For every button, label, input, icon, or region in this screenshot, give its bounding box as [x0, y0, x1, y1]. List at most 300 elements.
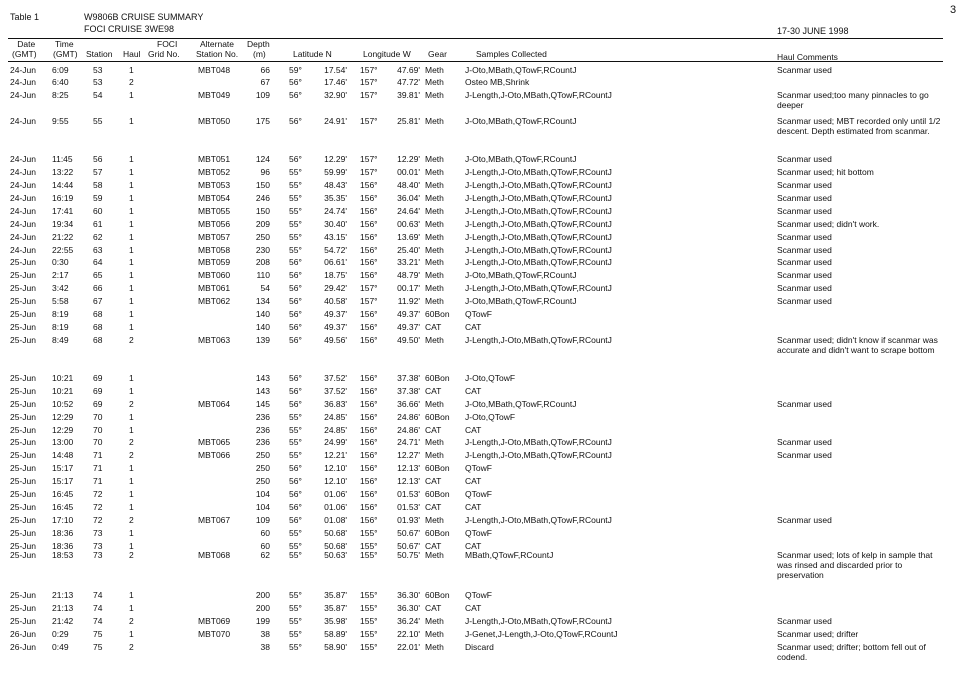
cell-alt: MBT059 — [198, 257, 231, 267]
cell-haul: 1 — [129, 309, 134, 319]
cell-station: 55 — [93, 116, 103, 126]
cell-lond: 156° — [360, 206, 378, 216]
cell-date: 24-Jun — [10, 245, 36, 255]
cell-depth: 150 — [255, 206, 270, 216]
cell-latd: 55° — [289, 603, 302, 613]
cell-lond: 157° — [360, 90, 378, 100]
cell-latd: 56° — [289, 116, 302, 126]
cell-samples: J-Length,J-Oto,MBath,QTowF,RCountJ — [465, 206, 612, 216]
cell-latd: 56° — [289, 515, 302, 525]
cell-comment: Scanmar used — [777, 450, 832, 460]
cell-comment: Scanmar used — [777, 283, 832, 293]
col-longitude: Longitude W — [363, 49, 411, 59]
cell-date: 25-Jun — [10, 373, 36, 383]
cell-date: 25-Jun — [10, 476, 36, 486]
cell-lond: 155° — [360, 629, 378, 639]
cell-gear: Meth — [425, 550, 444, 560]
cell-station: 69 — [93, 386, 103, 396]
cell-lond: 156° — [360, 180, 378, 190]
cell-gear: Meth — [425, 206, 444, 216]
cell-date: 25-Jun — [10, 335, 36, 345]
cell-latd: 56° — [289, 257, 302, 267]
cell-samples: J-Length,J-Oto,MBath,QTowF,RCountJ — [465, 180, 612, 190]
cell-station: 68 — [93, 322, 103, 332]
cell-lond: 155° — [360, 541, 378, 551]
cell-samples: J-Length,J-Oto,MBath,QTowF,RCountJ — [465, 283, 612, 293]
cell-comment: Scanmar used — [777, 206, 832, 216]
cell-date: 25-Jun — [10, 270, 36, 280]
cell-station: 72 — [93, 489, 103, 499]
cell-depth: 140 — [255, 309, 270, 319]
cell-latm: 24.91' — [324, 116, 347, 126]
cell-haul: 1 — [129, 245, 134, 255]
cell-comment: Scanmar used — [777, 245, 832, 255]
cell-depth: 140 — [255, 322, 270, 332]
cell-comment: Scanmar used — [777, 515, 832, 525]
cell-latd: 56° — [289, 309, 302, 319]
cell-time: 3:42 — [52, 283, 69, 293]
cell-gear: Meth — [425, 77, 444, 87]
cell-lond: 156° — [360, 463, 378, 473]
cell-depth: 150 — [255, 180, 270, 190]
cell-latm: 36.83' — [324, 399, 347, 409]
cell-gear: Meth — [425, 167, 444, 177]
cell-latm: 24.74' — [324, 206, 347, 216]
cell-haul: 1 — [129, 322, 134, 332]
cell-depth: 96 — [260, 167, 270, 177]
cell-alt: MBT067 — [198, 515, 231, 525]
cell-comment: Scanmar used — [777, 296, 832, 306]
cell-lond: 156° — [360, 245, 378, 255]
cell-date: 25-Jun — [10, 550, 36, 560]
cell-gear: 60Bon — [425, 489, 450, 499]
cell-latm: 12.10' — [324, 476, 347, 486]
cell-time: 0:49 — [52, 642, 69, 652]
cell-latm: 01.06' — [324, 489, 347, 499]
cell-alt: MBT055 — [198, 206, 231, 216]
cell-haul: 2 — [129, 550, 134, 560]
cell-date: 24-Jun — [10, 116, 36, 126]
page-number: 3 — [950, 4, 957, 16]
cell-time: 0:29 — [52, 629, 69, 639]
cell-latd: 55° — [289, 550, 302, 560]
cell-time: 17:41 — [52, 206, 74, 216]
cell-samples: CAT — [465, 386, 482, 396]
cell-latm: 01.06' — [324, 502, 347, 512]
cell-date: 25-Jun — [10, 412, 36, 422]
cell-latd: 56° — [289, 322, 302, 332]
cell-latm: 50.63' — [324, 550, 347, 560]
cell-haul: 1 — [129, 463, 134, 473]
cell-comment: Scanmar used — [777, 437, 832, 447]
cell-samples: CAT — [465, 541, 482, 551]
cell-gear: Meth — [425, 90, 444, 100]
cell-haul: 2 — [129, 642, 134, 652]
cell-comment: Scanmar used; drifter; bottom fell out of codend. — [777, 642, 926, 662]
cell-haul: 1 — [129, 154, 134, 164]
cell-latm: 37.52' — [324, 386, 347, 396]
cell-station: 53 — [93, 65, 103, 75]
cell-depth: 250 — [255, 463, 270, 473]
cell-date: 24-Jun — [10, 65, 36, 75]
cell-lond: 157° — [360, 154, 378, 164]
cell-haul: 2 — [129, 450, 134, 460]
cell-samples: QTowF — [465, 309, 492, 319]
cell-lond: 156° — [360, 502, 378, 512]
cell-lond: 157° — [360, 167, 378, 177]
cell-station: 58 — [93, 180, 103, 190]
cell-latm: 29.42' — [324, 283, 347, 293]
cell-station: 56 — [93, 154, 103, 164]
cell-haul: 1 — [129, 386, 134, 396]
cell-lonm: 11.92' — [397, 296, 420, 306]
cell-station: 63 — [93, 245, 103, 255]
cell-samples: J-Length,J-Oto,MBath,QTowF,RCountJ — [465, 232, 612, 242]
cell-gear: Meth — [425, 515, 444, 525]
cell-date: 25-Jun — [10, 386, 36, 396]
cell-date: 25-Jun — [10, 502, 36, 512]
cell-time: 19:34 — [52, 219, 74, 229]
cell-time: 0:30 — [52, 257, 69, 267]
cell-latm: 24.99' — [324, 437, 347, 447]
cell-date: 24-Jun — [10, 90, 36, 100]
cell-station: 66 — [93, 283, 103, 293]
cell-haul: 2 — [129, 515, 134, 525]
cell-latm: 18.75' — [324, 270, 347, 280]
cell-time: 21:13 — [52, 590, 74, 600]
cell-gear: Meth — [425, 193, 444, 203]
cell-latm: 35.87' — [324, 590, 347, 600]
cell-comment: Scanmar used — [777, 399, 832, 409]
cell-comment: Scanmar used — [777, 65, 832, 75]
cell-station: 70 — [93, 412, 103, 422]
cell-time: 15:17 — [52, 463, 74, 473]
cell-station: 71 — [93, 476, 103, 486]
cell-samples: J-Genet,J-Length,J-Oto,QTowF,RCountJ — [465, 629, 618, 639]
cell-alt: MBT050 — [198, 116, 231, 126]
cell-station: 70 — [93, 437, 103, 447]
cell-station: 72 — [93, 502, 103, 512]
cell-latd: 55° — [289, 412, 302, 422]
cell-haul: 1 — [129, 270, 134, 280]
cell-haul: 1 — [129, 373, 134, 383]
cell-haul: 1 — [129, 502, 134, 512]
cell-samples: J-Length,J-Oto,MBath,QTowF,RCountJ — [465, 193, 612, 203]
cell-samples: CAT — [465, 322, 482, 332]
cell-latm: 12.21' — [324, 450, 347, 460]
cell-gear: CAT — [425, 603, 442, 613]
cell-samples: CAT — [465, 502, 482, 512]
cell-lonm: 37.38' — [397, 386, 420, 396]
cell-latm: 48.43' — [324, 180, 347, 190]
cell-lonm: 36.30' — [397, 603, 420, 613]
cell-samples: J-Length,J-Oto,MBath,QTowF,RCountJ — [465, 450, 612, 460]
cell-samples: J-Length,J-Oto,MBath,QTowF,RCountJ — [465, 257, 612, 267]
cell-latd: 59° — [289, 65, 302, 75]
cell-lond: 155° — [360, 528, 378, 538]
cell-gear: Meth — [425, 616, 444, 626]
cell-alt: MBT058 — [198, 245, 231, 255]
cell-comment: Scanmar used;too many pinnacles to go deeper — [777, 90, 929, 110]
cell-latd: 56° — [289, 296, 302, 306]
cell-latd: 56° — [289, 399, 302, 409]
cell-latd: 55° — [289, 437, 302, 447]
cell-date: 25-Jun — [10, 309, 36, 319]
cell-samples: QTowF — [465, 463, 492, 473]
cell-time: 18:36 — [52, 528, 74, 538]
cell-depth: 246 — [255, 193, 270, 203]
cell-haul: 1 — [129, 180, 134, 190]
col-gear: Gear — [428, 49, 447, 59]
cell-alt: MBT048 — [198, 65, 231, 75]
cell-latm: 12.10' — [324, 463, 347, 473]
cell-station: 53 — [93, 77, 103, 87]
cell-station: 75 — [93, 642, 103, 652]
cell-time: 18:53 — [52, 550, 74, 560]
cell-lond: 156° — [360, 232, 378, 242]
cell-latm: 01.08' — [324, 515, 347, 525]
cell-depth: 110 — [256, 270, 270, 280]
cell-lond: 156° — [360, 450, 378, 460]
cell-depth: 175 — [255, 116, 270, 126]
cell-latd: 56° — [289, 270, 302, 280]
cell-comment: Scanmar used — [777, 616, 832, 626]
cell-lond: 156° — [360, 399, 378, 409]
cell-lonm: 36.30' — [397, 590, 420, 600]
cell-latd: 56° — [289, 476, 302, 486]
cell-haul: 1 — [129, 590, 134, 600]
cell-latm: 35.35' — [324, 193, 347, 203]
cell-latd: 55° — [289, 180, 302, 190]
cell-time: 5:58 — [52, 296, 69, 306]
cell-lond: 156° — [360, 270, 378, 280]
cell-lond: 157° — [360, 296, 378, 306]
cell-lonm: 00.63' — [397, 219, 420, 229]
col-depth: Depth (m) — [247, 39, 270, 59]
cell-lonm: 24.71' — [397, 437, 420, 447]
cell-date: 24-Jun — [10, 232, 36, 242]
cell-lonm: 48.40' — [397, 180, 420, 190]
document-subtitle: FOCI CRUISE 3WE98 — [84, 24, 175, 34]
cell-latm: 50.68' — [324, 541, 347, 551]
cell-alt: MBT066 — [198, 450, 231, 460]
cell-lond: 157° — [360, 65, 378, 75]
cell-date: 24-Jun — [10, 154, 36, 164]
cell-date: 24-Jun — [10, 193, 36, 203]
cell-lond: 155° — [360, 550, 378, 560]
cell-date: 24-Jun — [10, 180, 36, 190]
cell-station: 72 — [93, 515, 103, 525]
cell-depth: 38 — [260, 642, 270, 652]
cell-samples: J-Oto,MBath,QTowF,RCountJ — [465, 65, 577, 75]
cell-lonm: 24.86' — [397, 425, 420, 435]
cell-gear: 60Bon — [425, 412, 450, 422]
cell-date: 24-Jun — [10, 77, 36, 87]
cell-gear: CAT — [425, 541, 442, 551]
cell-latm: 17.54' — [324, 65, 347, 75]
cell-gear: CAT — [425, 386, 442, 396]
cell-comment: Scanmar used — [777, 154, 832, 164]
cell-gear: Meth — [425, 296, 444, 306]
cell-latd: 55° — [289, 616, 302, 626]
cell-haul: 1 — [129, 425, 134, 435]
cell-gear: 60Bon — [425, 528, 450, 538]
cell-haul: 2 — [129, 335, 134, 345]
cell-depth: 109 — [255, 90, 270, 100]
cell-gear: Meth — [425, 437, 444, 447]
cell-gear: Meth — [425, 270, 444, 280]
cell-lond: 156° — [360, 437, 378, 447]
cell-comment: Scanmar used; MBT recorded only until 1/2 descent. Depth estimated from scanmar. — [777, 116, 941, 136]
cell-alt: MBT053 — [198, 180, 231, 190]
cell-depth: 66 — [260, 65, 270, 75]
cell-date: 25-Jun — [10, 296, 36, 306]
cell-latd: 55° — [289, 590, 302, 600]
cell-comment: Scanmar used; didn't work. — [777, 219, 880, 229]
table-label: Table 1 — [10, 12, 40, 22]
cell-lonm: 50.67' — [397, 541, 420, 551]
cell-alt: MBT049 — [198, 90, 231, 100]
cell-haul: 1 — [129, 629, 134, 639]
cell-latm: 17.46' — [324, 77, 347, 87]
cell-alt: MBT070 — [198, 629, 231, 639]
cell-date: 24-Jun — [10, 219, 36, 229]
cell-alt: MBT069 — [198, 616, 231, 626]
cell-lonm: 24.86' — [397, 412, 420, 422]
cell-time: 21:13 — [52, 603, 74, 613]
col-date: Date (GMT) — [12, 39, 37, 59]
cell-time: 16:45 — [52, 502, 74, 512]
cell-lond: 156° — [360, 425, 378, 435]
cell-gear: Meth — [425, 642, 444, 652]
cell-comment: Scanmar used; lots of kelp in sample that was rinsed and discarded prior to preservation — [777, 550, 933, 580]
cell-alt: MBT054 — [198, 193, 231, 203]
cell-depth: 62 — [260, 550, 270, 560]
cell-lonm: 50.67' — [397, 528, 420, 538]
cell-latm: 24.85' — [324, 425, 347, 435]
cell-lonm: 48.79' — [397, 270, 420, 280]
cell-comment: Scanmar used — [777, 232, 832, 242]
cell-lonm: 49.37' — [397, 322, 420, 332]
cell-depth: 230 — [255, 245, 270, 255]
cell-date: 25-Jun — [10, 515, 36, 525]
cell-station: 57 — [93, 167, 103, 177]
cell-gear: Meth — [425, 116, 444, 126]
cell-time: 22:55 — [52, 245, 74, 255]
cell-comment: Scanmar used; drifter — [777, 629, 859, 639]
cell-time: 10:21 — [52, 373, 74, 383]
cell-lond: 157° — [360, 77, 378, 87]
cell-alt: MBT068 — [198, 550, 231, 560]
document-title: W9806B CRUISE SUMMARY — [84, 12, 204, 22]
cell-haul: 1 — [129, 603, 134, 613]
cell-lond: 156° — [360, 193, 378, 203]
cell-station: 74 — [93, 603, 103, 613]
cell-date: 25-Jun — [10, 322, 36, 332]
cell-lonm: 47.72' — [397, 77, 420, 87]
cell-depth: 67 — [260, 77, 270, 87]
cell-lond: 155° — [360, 603, 378, 613]
cell-date: 26-Jun — [10, 629, 36, 639]
cell-lonm: 25.81' — [397, 116, 420, 126]
col-samples: Samples Collected — [476, 49, 547, 59]
cell-samples: J-Oto,MBath,QTowF,RCountJ — [465, 154, 577, 164]
cell-depth: 143 — [255, 386, 270, 396]
cell-station: 60 — [93, 206, 103, 216]
cell-alt: MBT064 — [198, 399, 231, 409]
cell-depth: 139 — [255, 335, 270, 345]
cell-lond: 156° — [360, 219, 378, 229]
cell-samples: CAT — [465, 476, 482, 486]
cell-station: 54 — [93, 90, 103, 100]
cell-haul: 1 — [129, 257, 134, 267]
cell-gear: 60Bon — [425, 373, 450, 383]
cell-lond: 155° — [360, 642, 378, 652]
cell-samples: J-Length,J-Oto,MBath,QTowF,RCountJ — [465, 90, 612, 100]
cell-time: 14:44 — [52, 180, 74, 190]
cell-station: 74 — [93, 590, 103, 600]
cell-haul: 1 — [129, 219, 134, 229]
cell-latd: 55° — [289, 541, 302, 551]
cell-samples: J-Oto,MBath,QTowF,RCountJ — [465, 399, 577, 409]
cell-time: 12:29 — [52, 412, 74, 422]
cell-lonm: 24.64' — [397, 206, 420, 216]
cell-comment: Scanmar used — [777, 193, 832, 203]
cell-date: 24-Jun — [10, 167, 36, 177]
cell-lonm: 36.66' — [397, 399, 420, 409]
cell-latd: 55° — [289, 245, 302, 255]
cell-time: 8:25 — [52, 90, 69, 100]
cell-depth: 199 — [255, 616, 270, 626]
cell-time: 8:49 — [52, 335, 69, 345]
cell-haul: 2 — [129, 399, 134, 409]
cell-latm: 06.61' — [324, 257, 347, 267]
cell-depth: 38 — [260, 629, 270, 639]
cell-samples: J-Length,J-Oto,MBath,QTowF,RCountJ — [465, 335, 612, 345]
cell-lonm: 00.01' — [397, 167, 420, 177]
cell-haul: 1 — [129, 167, 134, 177]
cell-station: 71 — [93, 450, 103, 460]
cell-samples: Discard — [465, 642, 494, 652]
cell-latd: 56° — [289, 90, 302, 100]
cell-latd: 56° — [289, 373, 302, 383]
cell-station: 74 — [93, 616, 103, 626]
col-station: Station — [86, 49, 113, 59]
cell-depth: 200 — [255, 603, 270, 613]
cell-latm: 30.40' — [324, 219, 347, 229]
cell-latm: 59.99' — [324, 167, 347, 177]
cell-time: 16:19 — [52, 193, 74, 203]
cell-depth: 124 — [255, 154, 270, 164]
cell-samples: J-Length,J-Oto,MBath,QTowF,RCountJ — [465, 437, 612, 447]
cell-lond: 156° — [360, 257, 378, 267]
cell-alt: MBT051 — [198, 154, 231, 164]
cell-station: 70 — [93, 425, 103, 435]
cell-depth: 250 — [255, 450, 270, 460]
cell-depth: 208 — [255, 257, 270, 267]
cell-time: 10:21 — [52, 386, 74, 396]
cell-lond: 156° — [360, 386, 378, 396]
cell-lonm: 39.81' — [397, 90, 420, 100]
cell-date: 26-Jun — [10, 642, 36, 652]
cell-latd: 56° — [289, 502, 302, 512]
cell-samples: QTowF — [465, 489, 492, 499]
cell-gear: Meth — [425, 154, 444, 164]
cell-depth: 54 — [260, 283, 270, 293]
cell-date: 25-Jun — [10, 528, 36, 538]
cell-latd: 55° — [289, 206, 302, 216]
cell-depth: 104 — [255, 489, 270, 499]
